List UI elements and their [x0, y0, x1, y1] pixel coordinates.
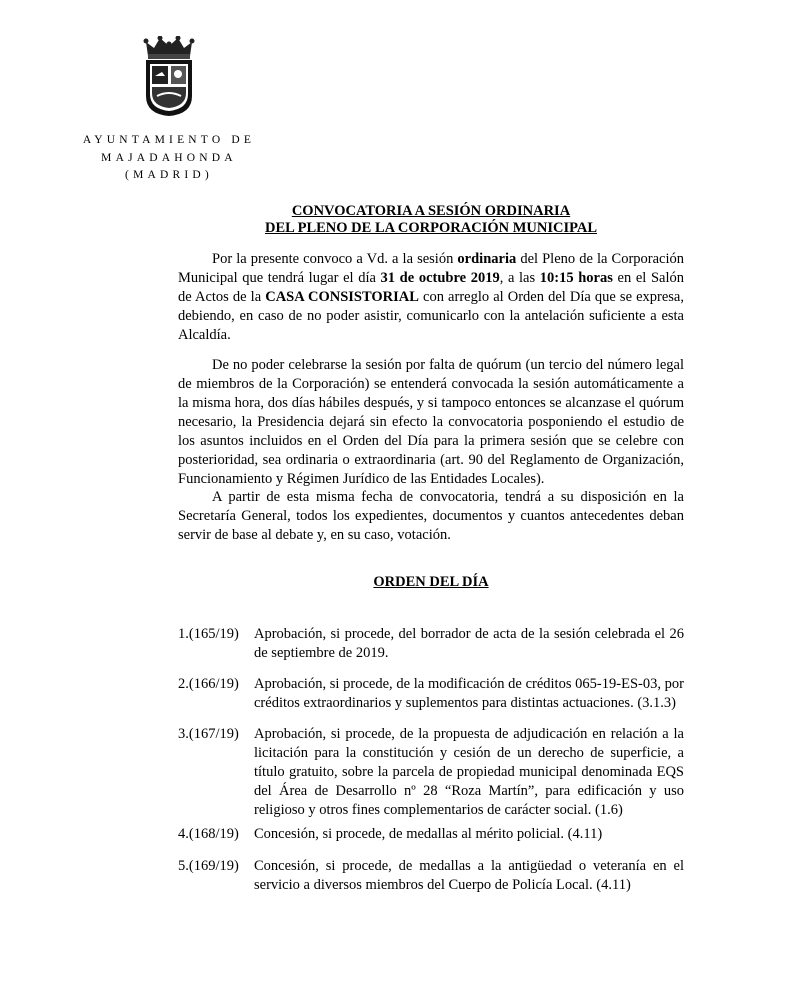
documents-paragraph: A partir de esta misma fecha de convocatoria, tendrá a su disposición en la Secretaría General, todos los expedientes, documentos y cuantos antecedentes deban servir de base al debate y, en su caso, votación.	[178, 489, 684, 543]
session-time: 10:15 horas	[539, 270, 613, 286]
agenda-item-text: Aprobación, si procede, de la modificación de créditos 065-19-ES-03, por créditos extraordinarios y suplementos para distintas actuaciones. (3.1.3)	[254, 676, 684, 711]
title-line-1: CONVOCATORIA A SESIÓN ORDINARIA	[291, 203, 571, 219]
quorum-paragraph: De no poder celebrarse la sesión por falta de quórum (un tercio del número legal de miembros de la Corporación) se entenderá convocada la sesión automáticamente a la misma hora, dos días hábiles después, y si tampoco entonces se alcanzase el quórum necesario, la Presidencia dejará sin efecto la convocatoria posponiendo el estudio de los asuntos incluidos en el Orden del Día para la primera sesión que se celebre con posterioridad, sea ordinaria o extraordinaria (art. 90 del Reglamento de Organización, Funcionamiento y Régimen Jurídico de las Entidades Locales).	[178, 357, 684, 487]
session-type: ordinaria	[457, 251, 517, 267]
agenda-heading: ORDEN DEL DÍA	[373, 574, 489, 590]
municipality-line: AYUNTAMIENTO DE	[82, 134, 256, 146]
municipality-line: MAJADAHONDA	[101, 151, 237, 164]
agenda-item-number: 2.(166/19)	[178, 676, 239, 692]
session-venue: CASA CONSISTORIAL	[265, 289, 419, 305]
document-title	[178, 203, 684, 237]
agenda-item	[178, 675, 684, 713]
agenda-item-text: Concesión, si procede, de medallas al mérito policial. (4.11)	[254, 826, 603, 842]
agenda-item	[178, 625, 684, 663]
title-line-2: DEL PLENO DE LA CORPORACIÓN MUNICIPAL	[264, 220, 598, 236]
agenda-item	[178, 825, 684, 844]
municipality-line: (MADRID)	[125, 169, 213, 181]
session-date: 31 de octubre 2019	[380, 270, 500, 286]
agenda-item-number: 3.(167/19)	[178, 726, 239, 742]
agenda-item-text: Aprobación, si procede, de la propuesta de adjudicación en relación a la licitación para la constitución y cesión de un derecho de superficie, a título gratuito, sobre la parcela de propiedad municipal denominada EQS del Área de Desarrollo nº 28 “Roza Martín”, para edificación y uso religioso y otros fines complementarios de carácter social. (1.6)	[254, 726, 684, 818]
agenda-item-number: 5.(169/19)	[178, 858, 239, 874]
agenda-item-text: Aprobación, si procede, del borrador de acta de la sesión celebrada el 26 de septiembre de 2019.	[254, 626, 684, 661]
agenda-item	[178, 857, 684, 895]
agenda-item	[178, 725, 684, 820]
convocation-paragraph: Por la presente convoco a Vd. a la sesión ordinaria del Pleno de la Corporación Municipal que tendrá lugar el día 31 de octubre 2019, a las 10:15 horas en el Salón de Actos de la CASA CONSISTORIAL con arreglo al Orden del Día que se expresa, debiendo, en caso de no poder asistir, comunicarlo con la antelación suficiente a esta Alcaldía.	[178, 251, 684, 343]
coat-of-arms-icon	[140, 36, 198, 118]
agenda-item-number: 4.(168/19)	[178, 826, 239, 842]
agenda-item-text: Concesión, si procede, de medallas a la antigüedad o veteranía en el servicio a diversos miembros del Cuerpo de Policía Local. (4.11)	[254, 858, 684, 893]
municipality-name	[60, 132, 278, 185]
agenda-item-number: 1.(165/19)	[178, 626, 239, 642]
